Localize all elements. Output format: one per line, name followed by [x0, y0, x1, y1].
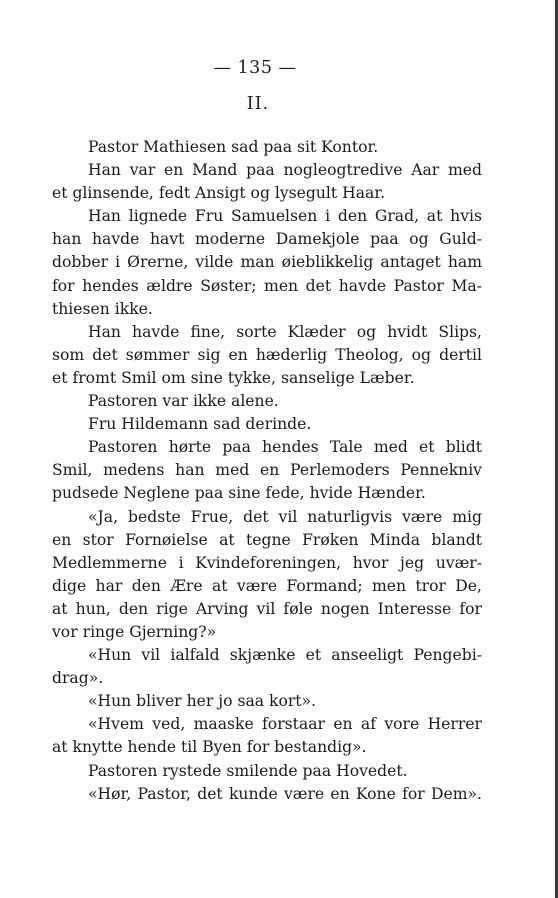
text-line: Pastoren rystede smilende paa Hovedet.	[88, 761, 408, 780]
text-line: en stor Fornøielse at tegne Frøken Minda blandt	[52, 530, 482, 549]
text-line: dige har den Ære at være Formand; men tror De,	[52, 576, 482, 595]
text-line: «Hun bliver her jo saa kort».	[88, 692, 317, 711]
text-line: at hun, den rige Arving vil føle nogen Interesse for	[52, 599, 482, 618]
text-line: pudsede Neglene paa sine fede, hvide Hænder.	[52, 484, 426, 503]
text-line: Pastoren var ikke alene.	[88, 392, 279, 411]
text-line: han havde havt moderne Damekjole paa og Guld-	[52, 230, 482, 249]
text-line: et glinsende, fedt Ansigt og lysegult Haar.	[52, 184, 386, 203]
text-line: «Hvem ved, maaske forstaar en af vore Herrer	[88, 715, 482, 734]
text-line: at knytte hende til Byen for bestandig».	[52, 738, 367, 757]
text-line: Fru Hildemann sad derinde.	[88, 415, 312, 434]
text-line: for hendes ældre Søster; men det havde Pastor Ma-	[52, 276, 482, 295]
body-text	[52, 136, 482, 806]
text-line: som det sømmer sig en hæderlig Theolog, og dertil	[52, 345, 482, 364]
text-line: Pastor Mathiesen sad paa sit Kontor.	[88, 138, 379, 156]
text-line: Han var en Mand paa nogleogtredive Aar med	[88, 161, 482, 180]
text-line: dobber i Ørerne, vilde man øieblikkelig antaget ham	[52, 253, 482, 272]
text-line: Medlemmerne i Kvindeforeningen, hvor jeg uvær-	[52, 553, 482, 572]
text-line: Han havde fine, sorte Klæder og hvidt Slips,	[88, 322, 482, 341]
page-number: — 135 —	[213, 58, 297, 78]
chapter-heading: II.	[246, 94, 270, 114]
text-line: «Ja, bedste Frue, det vil naturligvis være mig	[88, 507, 482, 526]
text-line: vor ringe Gjerning?»	[52, 622, 217, 641]
text-line: et fromt Smil om sine tykke, sanselige Læber.	[52, 368, 415, 387]
text-line: Han lignede Fru Samuelsen i den Grad, at hvis	[88, 207, 482, 226]
text-line: Smil, medens han med en Perlemoders Pennekniv	[52, 461, 482, 480]
text-line: «Hør, Pastor, det kunde være en Kone for Dem».	[88, 784, 482, 803]
text-line: thiesen ikke.	[52, 299, 153, 318]
text-line: «Hun vil ialfald skjænke et anseeligt Pengebi-	[88, 646, 482, 665]
text-line: drag».	[52, 669, 104, 688]
text-line: Pastoren hørte paa hendes Tale med et blidt	[88, 438, 482, 457]
